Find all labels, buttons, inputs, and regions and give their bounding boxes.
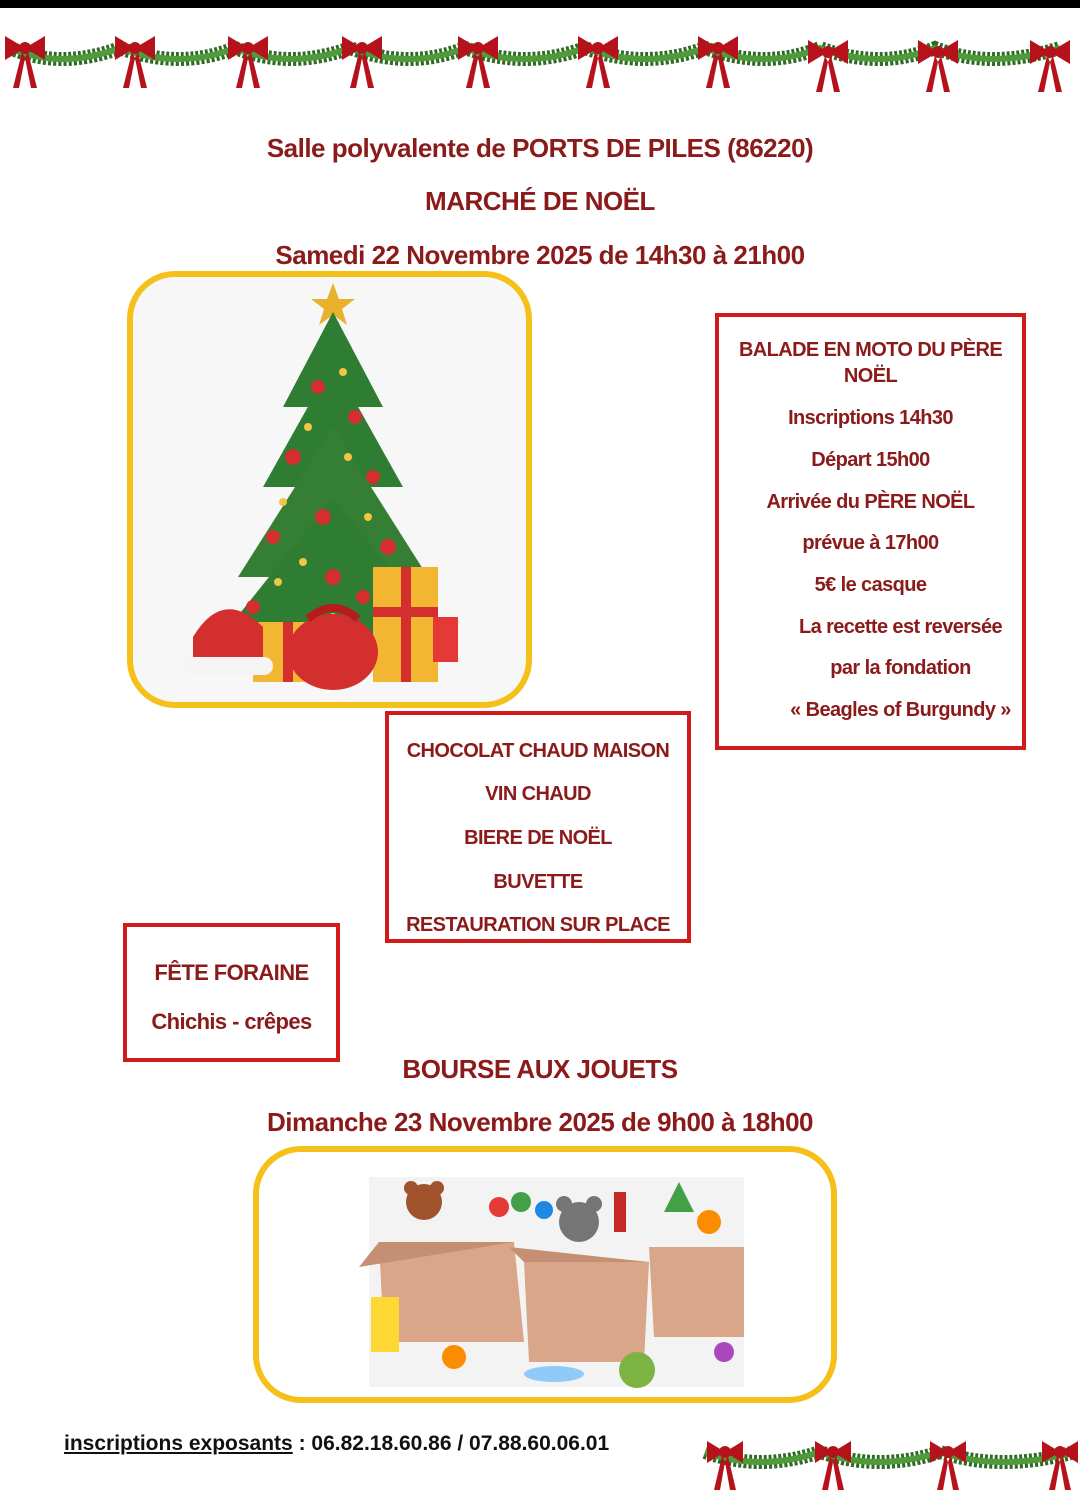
toy-exchange-date: Dimanche 23 Novembre 2025 de 9h00 à 18h00 bbox=[266, 1107, 814, 1137]
christmas-tree-frame bbox=[127, 271, 532, 708]
hot-chocolate: CHOCOLAT CHAUD MAISON bbox=[406, 740, 670, 762]
moto-ride-box bbox=[715, 313, 1026, 750]
toys-frame bbox=[253, 1146, 837, 1403]
venue-title: Salle polyvalente de PORTS DE PILES (86220) bbox=[266, 133, 814, 163]
moto-ride-title-2: NOËL bbox=[843, 365, 898, 387]
christmas-tree-illustration bbox=[133, 277, 526, 702]
christmas-garland-bottom bbox=[700, 1430, 1080, 1495]
christmas-beer: BIERE DE NOËL bbox=[464, 827, 612, 849]
funfair-snacks: Chichis - crêpes bbox=[151, 1009, 312, 1034]
top-border bbox=[0, 0, 1080, 8]
moto-ride-title: BALADE EN MOTO DU PÈRE bbox=[738, 339, 1003, 361]
event-date: Samedi 22 Novembre 2025 de 14h30 à 21h00 bbox=[275, 240, 805, 270]
donation-note-2: par la fondation bbox=[830, 657, 971, 679]
toy-boxes-illustration bbox=[259, 1152, 831, 1397]
helmet-price: 5€ le casque bbox=[814, 574, 927, 596]
funfair-box bbox=[123, 923, 340, 1062]
toy-exchange-title: BOURSE AUX JOUETS bbox=[402, 1054, 678, 1084]
exhibitor-registration bbox=[64, 1432, 609, 1456]
santa-arrival-time: prévue à 17h00 bbox=[802, 532, 939, 554]
exhibitor-phones: : 06.82.18.60.86 / 07.88.60.06.01 bbox=[292, 1432, 610, 1455]
funfair-title: FÊTE FORAINE bbox=[154, 960, 309, 985]
exhibitor-registration-label: inscriptions exposants bbox=[64, 1432, 293, 1455]
food-on-site: RESTAURATION SUR PLACE bbox=[406, 914, 670, 936]
moto-departure-time: Départ 15h00 bbox=[811, 449, 930, 471]
santa-arrival: Arrivée du PÈRE NOËL bbox=[766, 491, 975, 513]
event-title: MARCHÉ DE NOËL bbox=[425, 186, 655, 216]
foundation-name: « Beagles of Burgundy » bbox=[790, 699, 1011, 721]
mulled-wine: VIN CHAUD bbox=[485, 783, 591, 805]
donation-note: La recette est reversée bbox=[798, 616, 1003, 638]
christmas-garland-top bbox=[0, 18, 1080, 98]
food-drinks-box bbox=[385, 711, 691, 943]
refreshment-bar: BUVETTE bbox=[493, 871, 583, 893]
moto-registration-time: Inscriptions 14h30 bbox=[788, 407, 953, 429]
